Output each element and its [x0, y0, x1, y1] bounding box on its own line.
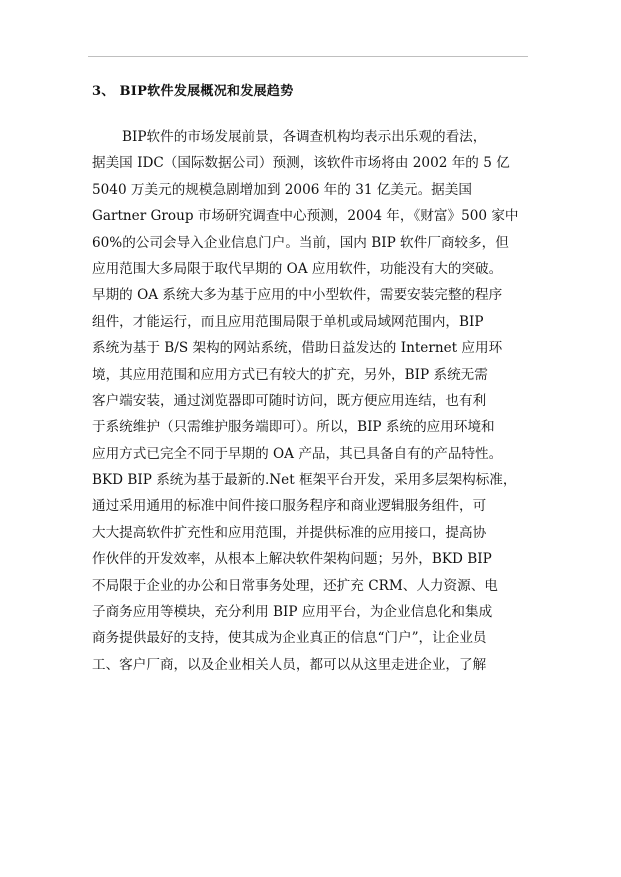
text-line: 系统为基于 B/S 架构的网站系统，借助日益发达的 Internet 应用环	[92, 340, 503, 357]
text-line: BIP软件的市场发展前景，各调查机构均表示出乐观的看法，	[122, 129, 487, 145]
text-line: 应用范围大多局限于取代早期的 OA 应用软件，功能没有大的突破。	[92, 260, 503, 277]
section-heading: 3、 BIP软件发展概况和发展趋势	[92, 84, 294, 99]
text-line: BKD BIP 系统为基于最新的.Net 框架平台开发，采用多层架构标准，	[92, 472, 517, 489]
text-line: 工、客户厂商，以及企业相关人员，都可以从这里走进企业，了解	[92, 656, 487, 673]
text-line: 5040 万美元的规模急剧增加到 2006 年的 31 亿美元。据美国	[92, 181, 472, 198]
text-line: 早期的 OA 系统大多为基于应用的中小型软件，需要安装完整的程序	[92, 287, 503, 304]
text-line: 于系统维护（只需维护服务端即可）。所以，BIP 系统的应用环境和	[92, 419, 495, 436]
text-line: 不局限于企业的办公和日常事务处理，还扩充 CRM、人力资源、电	[92, 577, 498, 594]
text-line: 60%的公司会导入企业信息门户。当前，国内 BIP 软件厂商较多，但	[92, 234, 509, 251]
header-rule	[88, 56, 528, 57]
text-line: 商务提供最好的支持，使其成为企业真正的信息“门户”，让企业员	[92, 630, 487, 647]
text-line: 据美国 IDC（国际数据公司）预测，该软件市场将由 2002 年的 5 亿	[92, 155, 510, 172]
text-line: 应用方式已完全不同于早期的 OA 产品，其已具备自有的产品特性。	[92, 445, 503, 462]
text-line: 境，其应用范围和应用方式已有较大的扩充，另外，BIP 系统无需	[92, 366, 488, 383]
text-line: 通过采用通用的标准中间件接口服务程序和商业逻辑服务组件，可	[92, 498, 487, 515]
body-paragraph	[92, 124, 532, 678]
text-line: 作伙伴的开发效率，从根本上解决软件架构问题；另外，BKD BIP	[92, 551, 492, 568]
text-line: 客户端安装，通过浏览器即可随时访问，既方便应用连结，也有利	[92, 392, 487, 409]
text-line: 子商务应用等模块，充分利用 BIP 应用平台，为企业信息化和集成	[92, 604, 493, 621]
text-line: Gartner Group 市场研究调查中心预测，2004 年，《财富》500 家中	[92, 208, 519, 225]
text-line: 大大提高软件扩充性和应用范围，并提供标准的应用接口，提高协	[92, 524, 487, 541]
text-line: 组件，才能运行，而且应用范围局限于单机或局域网范围内，BIP	[92, 313, 484, 330]
